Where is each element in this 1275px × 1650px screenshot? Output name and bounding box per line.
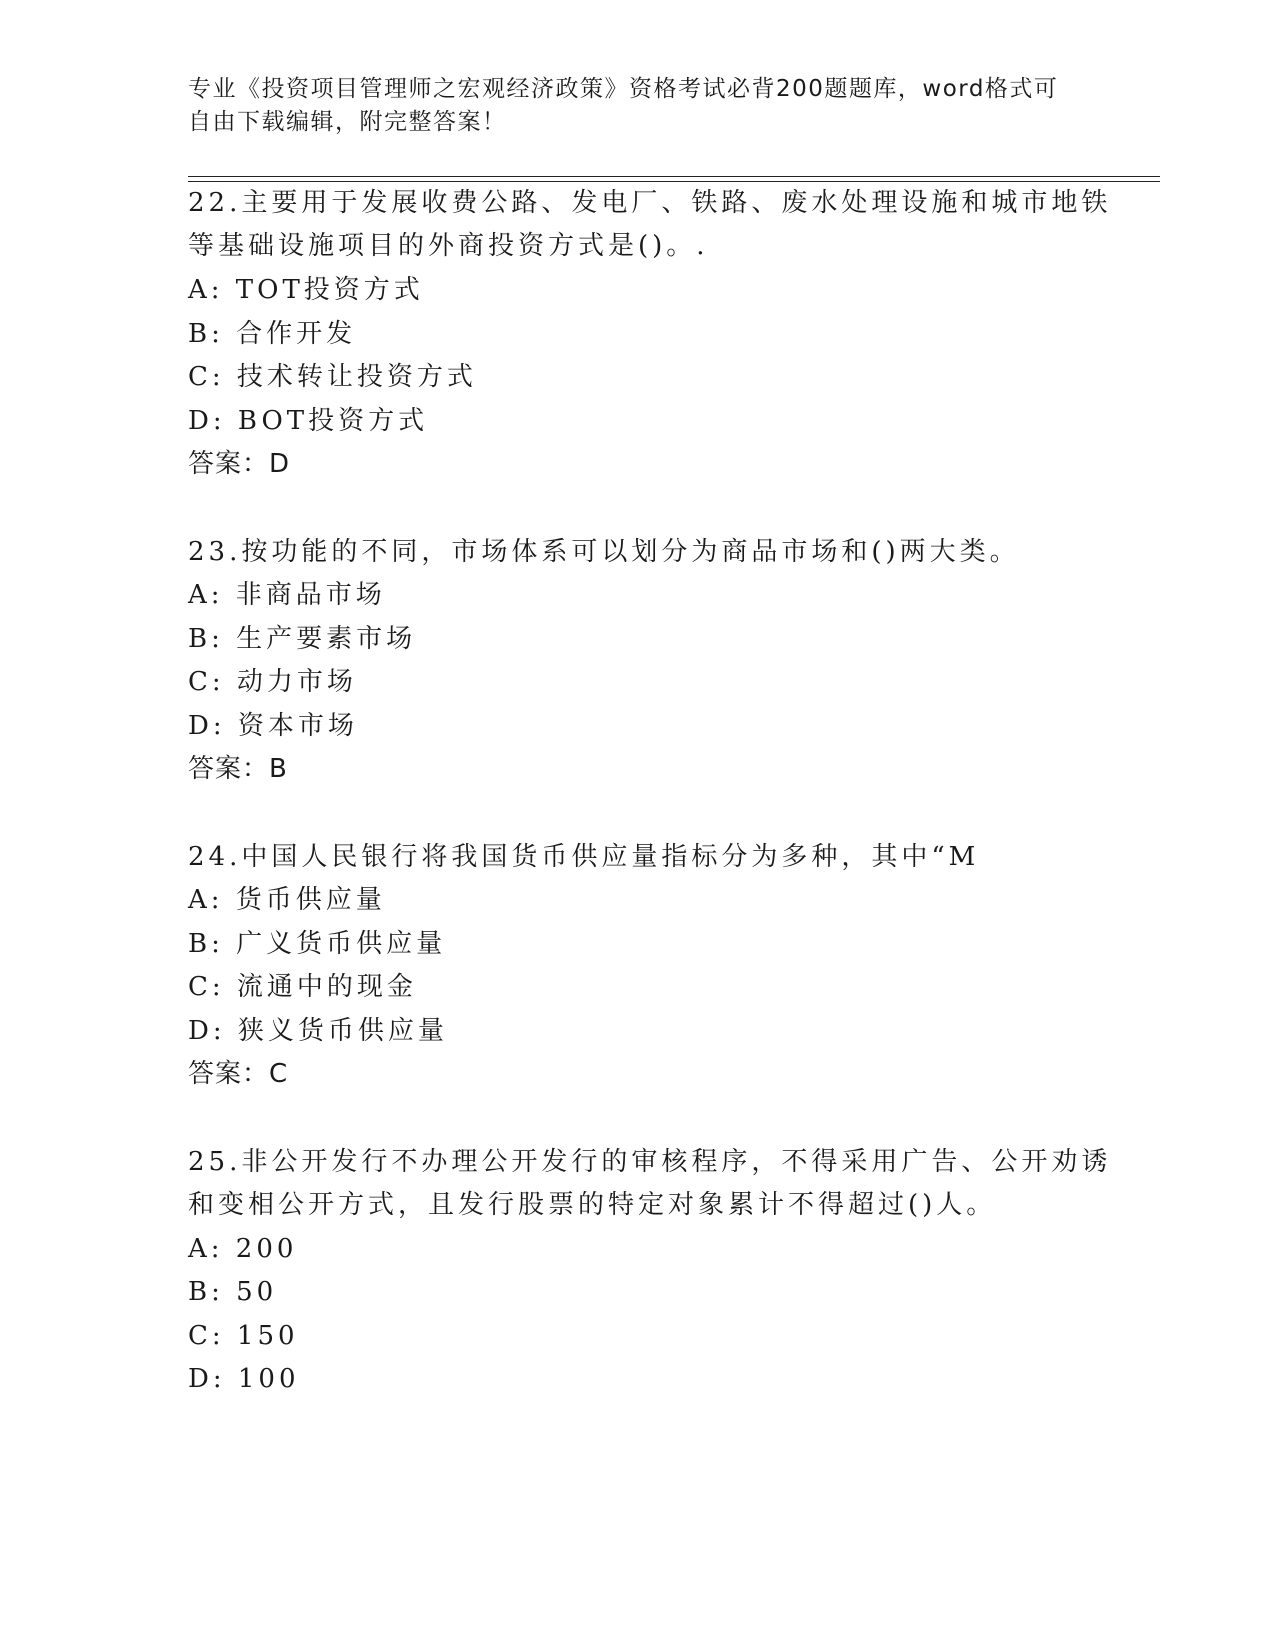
header-line-1: 专业《投资项目管理师之宏观经济政策》资格考试必背200题题库，word格式可: [188, 76, 1059, 102]
question-22-stem-line-2: 等基础设施项目的外商投资方式是()。.: [188, 231, 709, 261]
question-24-option-d: D: 狭义货币供应量: [188, 1016, 448, 1046]
header-divider-top: [188, 176, 1160, 177]
question-22-stem-line-1: 22.主要用于发展收费公路、发电厂、铁路、废水处理设施和城市地铁: [188, 188, 1112, 218]
question-22-option-a: A: TOT投资方式: [188, 275, 424, 305]
question-25-stem-line-1: 25.非公开发行不办理公开发行的审核程序，不得采用广告、公开劝诱: [188, 1147, 1112, 1177]
question-25-option-b: B: 50: [188, 1277, 278, 1307]
question-24-option-b: B: 广义货币供应量: [188, 929, 447, 959]
question-22-option-b: B: 合作开发: [188, 319, 357, 349]
document-header: [188, 73, 1068, 139]
question-22-answer: 答案：D: [188, 449, 291, 479]
question-23-option-c: C: 动力市场: [188, 667, 357, 697]
question-23-option-d: D: 资本市场: [188, 711, 358, 741]
question-22-option-c: C: 技术转让投资方式: [188, 362, 477, 392]
question-24-option-c: C: 流通中的现金: [188, 972, 417, 1002]
question-24-answer: 答案：C: [188, 1059, 289, 1089]
header-divider-bottom: [188, 181, 1160, 182]
question-23-answer: 答案：B: [188, 754, 288, 784]
question-25-option-d: D: 100: [188, 1364, 300, 1394]
header-line-2: 自由下载编辑，附完整答案！: [188, 109, 507, 135]
question-25-option-a: A: 200: [188, 1234, 298, 1264]
question-22-option-d: D: BOT投资方式: [188, 406, 429, 436]
question-25-stem-line-2: 和变相公开方式，且发行股票的特定对象累计不得超过()人。: [188, 1190, 997, 1220]
question-23-option-b: B: 生产要素市场: [188, 624, 417, 654]
question-23-stem-line-1: 23.按功能的不同，市场体系可以划分为商品市场和()两大类。: [188, 537, 1020, 567]
question-24-stem-line-1: 24.中国人民银行将我国货币供应量指标分为多种，其中“M: [188, 842, 980, 872]
question-25-option-c: C: 150: [188, 1321, 299, 1351]
question-23-option-a: A: 非商品市场: [188, 580, 386, 610]
question-24-option-a: A: 货币供应量: [188, 885, 386, 915]
